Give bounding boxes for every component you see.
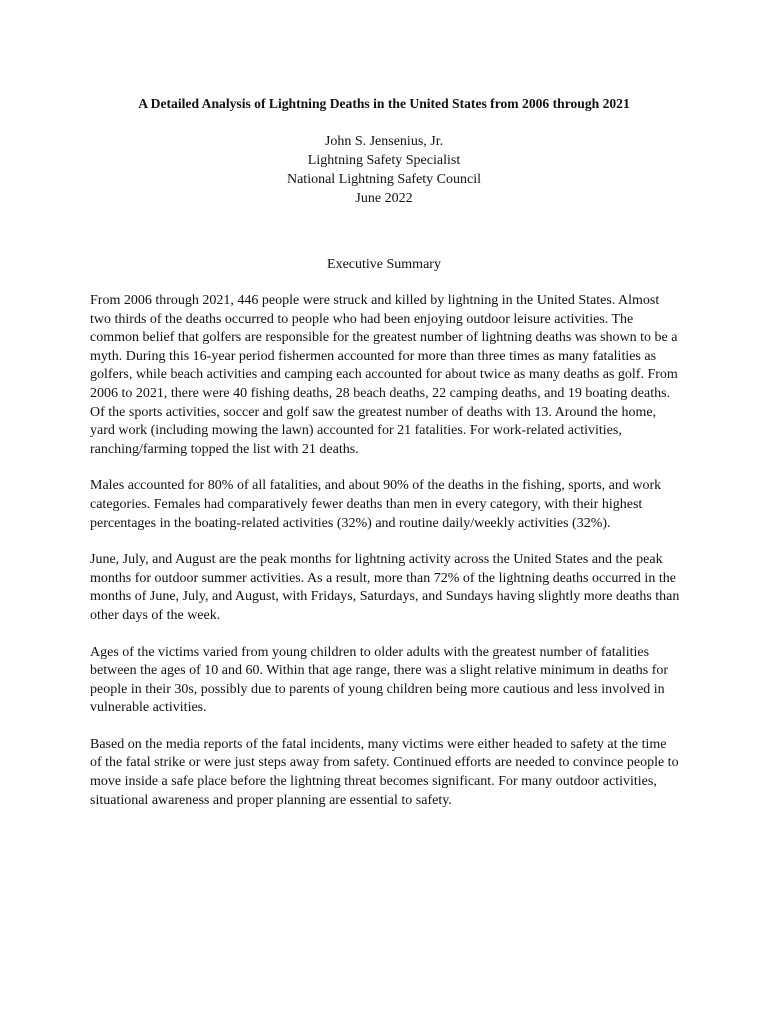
paragraph: Ages of the victims varied from young children to older adults with the greatest number of fatalities between the ages of 10 and 60. Within that age range, there was a slight relative minimum in deaths for people in their 30s, possibly due to parents of young children being more cautious and less involved in vulnerable activities. [90,644,669,716]
section-heading: Executive Summary [327,257,441,272]
document-title: A Detailed Analysis of Lightning Deaths in the United States from 2006 through 2021 [138,96,630,111]
executive-summary-body [90,292,680,828]
author-role: Lightning Safety Specialist [307,153,461,168]
paragraph: June, July, and August are the peak months for lightning activity across the United States and the peak months for outdoor summer activities. As a result, more than 72% of the lightning deaths occurred in the months of June, July, and August, with Fridays, Saturdays, and Sundays having slightly more deaths than other days of the week. [90,552,680,623]
paragraph: From 2006 through 2021, 446 people were struck and killed by lightning in the United States. Almost two thirds of the deaths occurred to people who had been enjoying outdoor leisure activities. The common belief that golfers are responsible for the greatest number of lightning deaths was shown to be a myth. During this 16-year period fishermen accounted for more than three times as many fatalities as golfers, while beach activities and camping each accounted for about twice as many deaths as golf. From 2006 to 2021, there were 40 fishing deaths, 28 beach deaths, 22 camping deaths, and 19 boating deaths. Of the sports activities, soccer and golf saw the greatest number of deaths with 13. Around the home, yard work (including mowing the lawn) accounted for 21 fatalities. For work-related activities, ranching/farming topped the list with 21 deaths. [90,293,678,457]
author-block [0,132,768,208]
paragraph: Based on the media reports of the fatal incidents, many victims were either headed to safety at the time of the fatal strike or were just steps away from safety. Continued efforts are needed to convince people to move inside a safe place before the lightning threat becomes significant. For many outdoor activities, situational awareness and proper planning are essential to safety. [90,736,679,808]
paragraph: Males accounted for 80% of all fatalities, and about 90% of the deaths in the fishing, sports, and work categories. Females had comparatively fewer deaths than men in every category, with their highest percentages in the boating-related activities (32%) and routine daily/weekly activities (32%). [90,478,662,531]
author-name: John S. Jensenius, Jr. [324,134,444,149]
author-organization: National Lightning Safety Council [286,172,482,187]
publication-date: June 2022 [355,191,413,206]
